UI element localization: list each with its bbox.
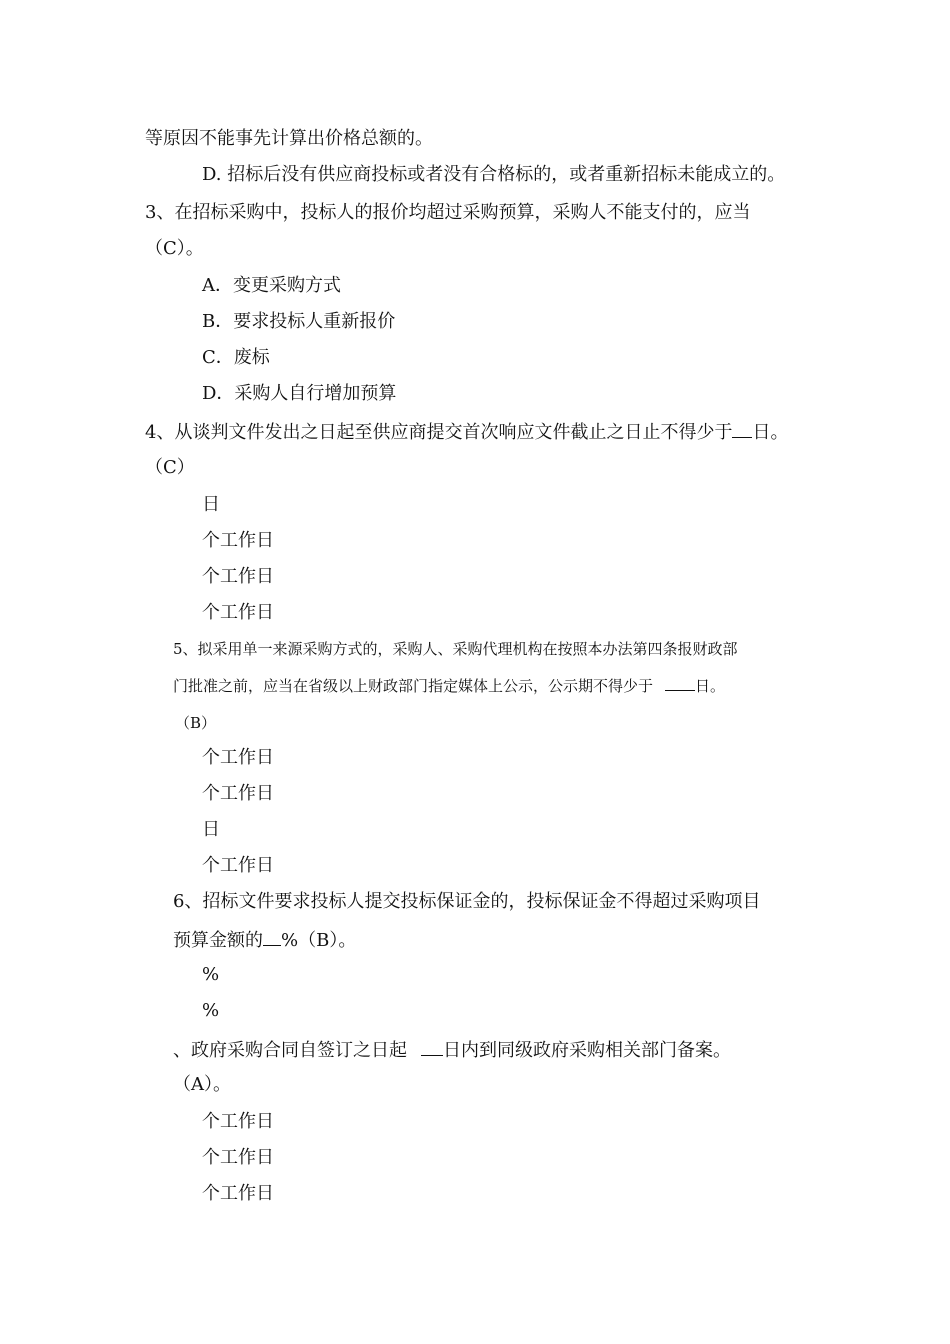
q3-option: B．要求投标人重新报价 bbox=[202, 311, 396, 332]
q7-option: 个工作日 bbox=[202, 1183, 274, 1204]
q3-option: C．废标 bbox=[202, 347, 270, 368]
q4-option: 日 bbox=[202, 494, 220, 515]
q4-question-text: 4、从谈判文件发出之日起至供应商提交首次响应文件截止之日止不得少于 bbox=[145, 422, 733, 443]
q5-question-cont bbox=[173, 676, 725, 696]
q4-answer: （C） bbox=[145, 457, 195, 478]
q6-question-cont bbox=[173, 928, 356, 952]
q7-option: 个工作日 bbox=[202, 1147, 274, 1168]
q7-question-text: 、政府采购合同自签订之日起 bbox=[173, 1040, 407, 1061]
q5-answer: （B） bbox=[175, 714, 217, 732]
q4-option: 个工作日 bbox=[202, 566, 274, 587]
q7-option: 个工作日 bbox=[202, 1111, 274, 1132]
answer-blank bbox=[732, 420, 752, 438]
q6-question-text: 预算金额的 bbox=[173, 930, 263, 951]
q4-option: 个工作日 bbox=[202, 602, 274, 623]
q3-question: 3、在招标采购中，投标人的报价均超过采购预算，采购人不能支付的，应当 bbox=[145, 202, 751, 223]
q5-question-text: 门批准之前，应当在省级以上财政部门指定媒体上公示，公示期不得少于 bbox=[173, 677, 654, 695]
q2-option-d: D. 招标后没有供应商投标或者没有合格标的，或者重新招标未能成立的。 bbox=[202, 164, 786, 185]
q7-question bbox=[173, 1038, 731, 1062]
q2-tail-text: 等原因不能事先计算出价格总额的。 bbox=[145, 128, 433, 149]
q7-question-suffix: 日内到同级政府采购相关部门备案。 bbox=[443, 1040, 731, 1061]
q5-option: 个工作日 bbox=[202, 855, 274, 876]
q7-answer: （A）。 bbox=[173, 1074, 231, 1095]
q4-question-suffix: 日。 bbox=[752, 422, 789, 443]
q5-option: 个工作日 bbox=[202, 783, 274, 804]
q5-question-suffix: 日。 bbox=[695, 677, 726, 695]
q5-option: 日 bbox=[202, 819, 220, 840]
q4-option: 个工作日 bbox=[202, 530, 274, 551]
answer-blank bbox=[263, 928, 281, 946]
q3-option: D．采购人自行增加预算 bbox=[202, 383, 397, 404]
q6-option: % bbox=[202, 964, 220, 985]
answer-blank bbox=[421, 1038, 443, 1056]
q4-question bbox=[145, 420, 788, 444]
q5-question: 5、拟采用单一来源采购方式的，采购人、采购代理机构在按照本办法第四条报财政部 bbox=[173, 640, 738, 658]
q6-option: % bbox=[202, 1000, 220, 1021]
q3-option: A．变更采购方式 bbox=[202, 275, 341, 296]
q6-question-suffix: %（B）。 bbox=[281, 930, 357, 951]
q6-question: 6、招标文件要求投标人提交投标保证金的，投标保证金不得超过采购项目 bbox=[173, 891, 761, 912]
q5-option: 个工作日 bbox=[202, 747, 274, 768]
answer-blank bbox=[665, 676, 695, 691]
q3-answer: （C）。 bbox=[145, 238, 204, 259]
